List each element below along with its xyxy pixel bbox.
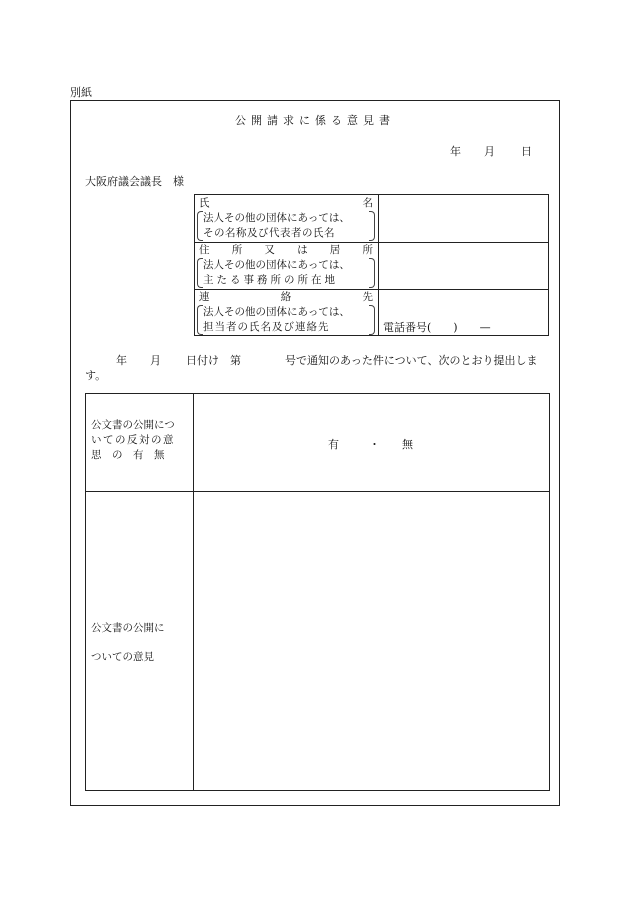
opinion-table (85, 393, 550, 791)
address-note: 法人その他の団体にあっては、 主たる事務所の所在地 (197, 258, 375, 288)
choice-yes: 有 (328, 438, 339, 451)
opinion-label: 公文書の公開に ついての意見 (91, 622, 165, 663)
document-title: 公開請求に係る意見書 (235, 114, 395, 127)
attachment-label: 別紙 (70, 86, 92, 99)
name-label: 氏 名 (199, 197, 373, 209)
submitter-info-table (194, 194, 549, 336)
date-day: 日 (521, 145, 532, 158)
objection-label: 公文書の公開につ いての反対の意 思 の 有 無 (91, 419, 175, 461)
contact-label: 連 絡 先 (199, 291, 373, 303)
date-year: 年 (450, 145, 461, 158)
phone-field: 電話番号( ) — (383, 321, 491, 334)
choice-dot: ・ (369, 438, 380, 451)
name-note: 法人その他の団体にあっては、 その名称及び代表者の氏名 (197, 211, 375, 241)
addressee: 大阪府議会議長 様 (85, 175, 184, 188)
choice-no: 無 (402, 438, 413, 451)
contact-note: 法人その他の団体にあっては、 担当者の氏名及び連絡先 (197, 305, 375, 335)
address-label: 住 所 又 は 居 所 (199, 244, 373, 256)
date-month: 月 (484, 145, 495, 158)
